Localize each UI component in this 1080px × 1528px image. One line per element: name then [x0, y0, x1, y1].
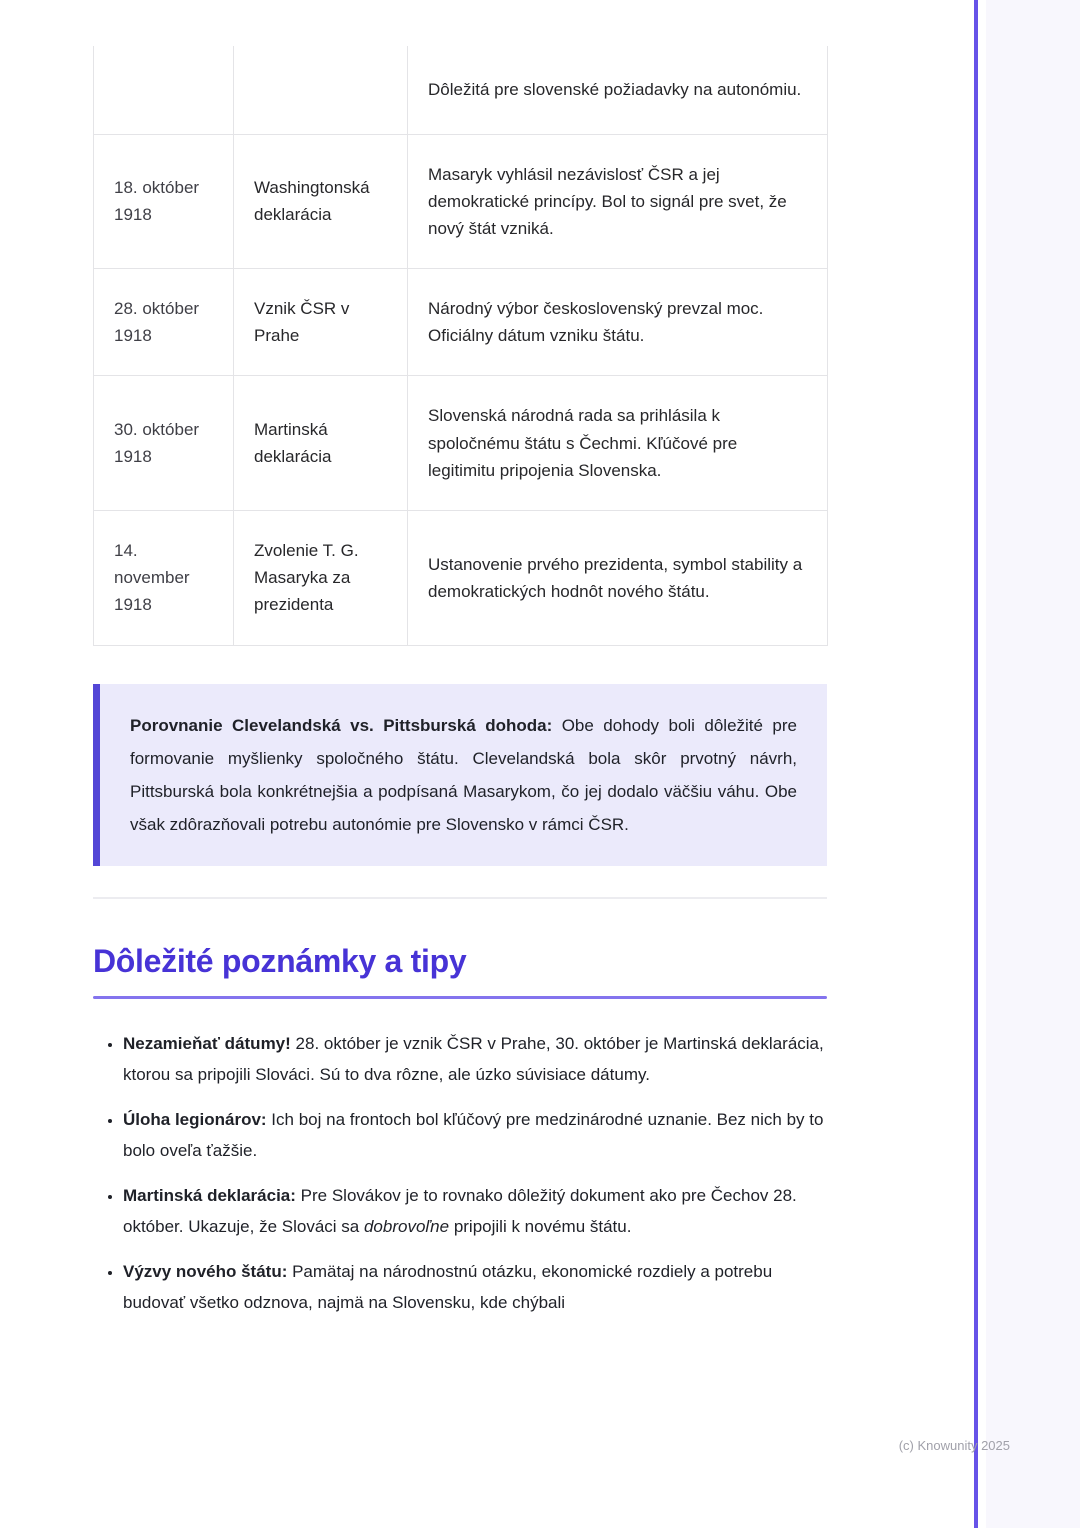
table-row [94, 134, 828, 269]
notes-list [93, 1029, 827, 1319]
list-item [123, 1029, 827, 1091]
bullet-lead: Výzvy nového štátu: [123, 1261, 288, 1281]
bullet-text: pripojili k novému štátu. [449, 1216, 632, 1236]
timeline-table [93, 46, 828, 646]
table-cell-document: Washingtonská deklarácia [234, 134, 408, 269]
right-accent-line [974, 0, 978, 1528]
table-row [94, 46, 828, 134]
table-row [94, 376, 828, 511]
list-item [123, 1181, 827, 1243]
table-cell-date: 28. október 1918 [94, 269, 234, 376]
table-cell-description: Ustanovenie prvého prezidenta, symbol stability a demokratických hodnôt nového štátu. [408, 511, 828, 646]
table-cell-document [234, 46, 408, 134]
section-heading: Dôležité poznámky a tipy [93, 943, 467, 980]
callout-body: Obe dohody boli dôležité pre formovanie myšlienky spoločného štátu. Clevelandská bola skôr prvotný návrh, Pittsburská bola konkrétnejšia a podpísaná Masarykom, čo jej dodalo väčšiu váhu. Obe však zdôrazňovali potrebu autonómie pre Slovensko v rámci ČSR. [130, 715, 797, 834]
copyright-footer: (c) Knowunity 2025 [898, 1438, 1010, 1453]
bullet-text: Pre Slovákov je to rovnako dôležitý dokument ako pre Čechov 28. október. Ukazuje, že Slováci sa [123, 1185, 797, 1236]
table-cell-description: Dôležitá pre slovenské požiadavky na autonómiu. [408, 46, 828, 134]
bullet-lead: Nezamieňať dátumy! [123, 1034, 291, 1054]
list-item [123, 1257, 827, 1319]
bullet-text: Ich boj na frontoch bol kľúčový pre medzinárodné uznanie. Bez nich by to bolo oveľa ťažšie. [123, 1110, 824, 1160]
table-cell-description: Slovenská národná rada sa prihlásila k spoločnému štátu s Čechmi. Kľúčové pre legitimitu pripojenia Slovenska. [408, 376, 828, 511]
bullet-lead: Úloha legionárov: [123, 1110, 267, 1129]
table-cell-description: Národný výbor československý prevzal moc. Oficiálny dátum vzniku štátu. [408, 269, 828, 376]
table-row [94, 511, 828, 646]
bullet-italic: dobrovoľne [363, 1216, 450, 1236]
page-content [93, 0, 827, 1333]
callout-text [130, 709, 797, 842]
table-cell-document: Vznik ČSR v Prahe [234, 269, 408, 376]
section-divider [93, 897, 827, 899]
bullet-lead: Martinská deklarácia: [123, 1185, 296, 1205]
table-cell-date: 18. október 1918 [94, 134, 234, 269]
callout-lead: Porovnanie Clevelandská vs. Pittsburská dohoda: [130, 715, 553, 735]
list-item [123, 1105, 827, 1167]
table-cell-document: Martinská deklarácia [234, 376, 408, 511]
bullet-text: Pamätaj na národnostnú otázku, ekonomické rozdiely a potrebu budovať všetko odznova, najmä na Slovensku, kde chýbali [123, 1261, 773, 1312]
table-cell-document: Zvolenie T. G. Masaryka za prezidenta [234, 511, 408, 646]
bullet-text: 28. október je vznik ČSR v Prahe, 30. október je Martinská deklarácia, ktorou sa pripojili Slováci. Sú to dva rôzne, ale úzko súvisiace dátumy. [123, 1034, 824, 1085]
table-cell-description: Masaryk vyhlásil nezávislosť ČSR a jej demokratické princípy. Bol to signál pre svet, že nový štát vzniká. [408, 134, 828, 269]
table-row [94, 269, 828, 376]
table-cell-date: 14. november 1918 [94, 511, 234, 646]
right-accent-band [986, 0, 1080, 1528]
comparison-callout [93, 684, 827, 867]
table-cell-date: 30. október 1918 [94, 376, 234, 511]
heading-underline [93, 996, 827, 999]
table-cell-date [94, 46, 234, 134]
